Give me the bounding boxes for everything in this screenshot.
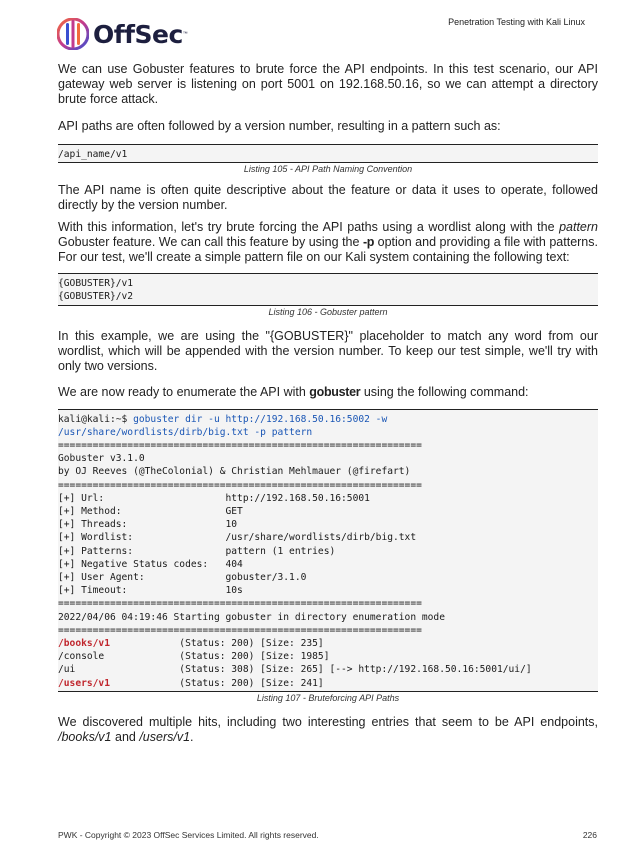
result-status: (Status: 200) [Size: 235] (109, 638, 324, 650)
offsec-logo-mark-icon (57, 18, 89, 50)
separator-2: =============================================================== (58, 479, 422, 491)
separator-4: =============================================================== (58, 624, 422, 636)
listing-107-caption: Listing 107 - Bruteforcing API Paths (256, 692, 400, 703)
logo-wordmark: OffSec (93, 19, 183, 49)
start-line: 2022/04/06 04:19:46 Starting gobuster in directory enumeration mode (58, 611, 445, 623)
offsec-logo (57, 18, 188, 50)
p7-text-a: We discovered multiple hits, including two interesting entries that seem to be API endpoints, (58, 714, 598, 729)
listing-107-code (58, 409, 598, 692)
option-line: [+] Method: GET (58, 506, 243, 518)
command-part-1: gobuster dir -u http://192.168.50.16:5002 -w (133, 413, 388, 425)
shell-prompt: kali@kali:~$ (58, 413, 134, 425)
p4-option-code: -p (362, 235, 375, 250)
result-path: /books/v1 (58, 638, 110, 650)
p6-text-a: We are now ready to enumerate the API with (58, 384, 310, 399)
paragraph-api-paths: API paths are often followed by a version number, resulting in a pattern such as: (58, 119, 501, 133)
option-line: [+] Negative Status codes: 404 (58, 558, 243, 570)
result-line (58, 677, 598, 690)
listing-106-code (58, 273, 598, 305)
version-line-2: by OJ Reeves (@TheColonial) & Christian Mehlmauer (@firefart) (58, 466, 411, 478)
p4-text-a: With this information, let's try brute forcing the API paths using a wordlist along with the (58, 220, 560, 235)
listing-106-caption: Listing 106 - Gobuster pattern (268, 306, 388, 317)
header-title: Penetration Testing with Kali Linux (448, 17, 585, 27)
option-line: [+] User Agent: gobuster/3.1.0 (58, 572, 307, 584)
p6-gobuster-code: gobuster (309, 384, 361, 399)
separator-1: =============================================================== (58, 440, 422, 452)
option-line: [+] Wordlist: /usr/share/wordlists/dirb/big.txt (58, 532, 417, 544)
p7-books-path: /books/v1 (58, 729, 112, 744)
option-line: [+] Patterns: pattern (1 entries) (58, 545, 336, 557)
command-line-2: /usr/share/wordlists/dirb/big.txt -p pattern (58, 426, 313, 438)
footer-copyright: PWK - Copyright © 2023 OffSec Services Limited. All rights reserved. (58, 830, 319, 840)
p4-text-c: option and providing a file with patterns. For our test, we'll create a simple pattern file on our Kali system containing the following text: (58, 235, 598, 265)
result-path: /console (58, 651, 105, 663)
option-line: [+] Timeout: 10s (58, 585, 243, 597)
result-path: /ui (58, 664, 76, 676)
p6-text-b: using the following command: (360, 384, 529, 399)
result-status: (Status: 308) [Size: 265] [--> http://192.168.50.16:5001/ui/] (75, 664, 532, 676)
result-line (58, 637, 598, 650)
listing-106-line-1: {GOBUSTER}/v1 (58, 278, 134, 290)
page-number: 226 (582, 830, 597, 840)
paragraph-conclusion (58, 715, 598, 745)
separator-3: =============================================================== (58, 598, 422, 610)
result-path: /users/v1 (58, 677, 110, 689)
paragraph-pattern (58, 220, 598, 265)
listing-105-code (58, 144, 598, 163)
p4-text-b: Gobuster feature. We can call this feature by using the (58, 235, 363, 250)
p7-users-path: /users/v1 (139, 729, 191, 744)
logo-trademark: ™ (182, 31, 188, 37)
result-status: (Status: 200) [Size: 241] (109, 677, 324, 689)
option-line: [+] Url: http://192.168.50.16:5001 (58, 492, 370, 504)
result-line (58, 650, 598, 663)
p7-text-b: and (111, 729, 140, 744)
p7-text-c: . (190, 729, 194, 744)
paragraph-placeholder: In this example, we are using the "{GOBUSTER}" placeholder to match any word from our wordlist, which will be appended with the version number. To keep our test simple, we'll try with only two versions. (58, 328, 598, 373)
listing-106-line-2: {GOBUSTER}/v2 (58, 291, 134, 303)
p4-emphasis: pattern (559, 220, 598, 235)
version-line-1: Gobuster v3.1.0 (58, 453, 145, 465)
listing-105-line: /api_name/v1 (58, 149, 128, 160)
paragraph-intro: We can use Gobuster features to brute force the API endpoints. In this test scenario, our API gateway web server is listening on port 5001 on 192.168.50.16, so we can attempt a directory brute force attack. (58, 62, 598, 106)
paragraph-enumerate (58, 385, 598, 400)
page-content (58, 62, 598, 745)
command-line-1 (58, 413, 598, 426)
paragraph-api-name: The API name is often quite descriptive about the feature or data it uses to operate, followed directly by the version number. (58, 183, 598, 213)
listing-105-caption: Listing 105 - API Path Naming Convention (243, 164, 413, 175)
result-line (58, 663, 598, 676)
result-status: (Status: 200) [Size: 1985] (104, 651, 330, 663)
option-line: [+] Threads: 10 (58, 519, 238, 531)
